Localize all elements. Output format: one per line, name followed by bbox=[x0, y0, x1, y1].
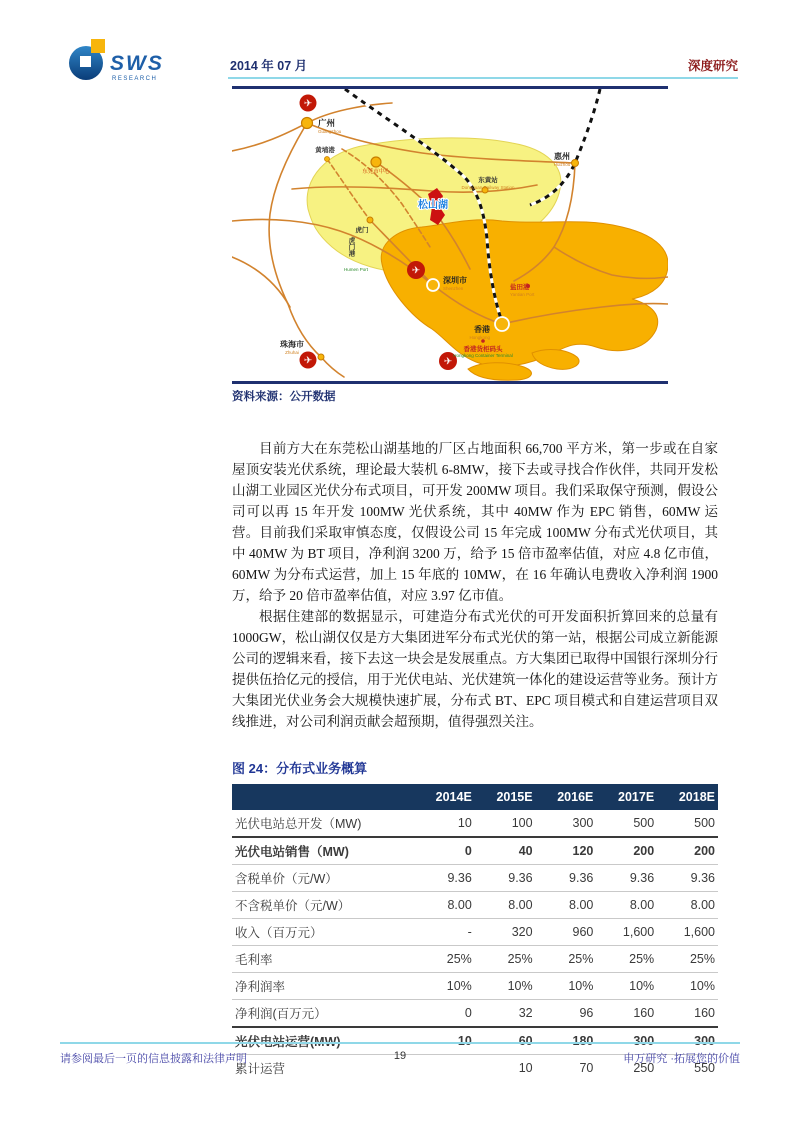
table-cell: 500 bbox=[657, 810, 718, 837]
label-yantian-port: 盐田港 bbox=[510, 284, 530, 291]
source-note: 资料来源：公开数据 bbox=[232, 391, 336, 403]
table-cell: 120 bbox=[536, 837, 597, 865]
label-hongkong: 香港 bbox=[474, 325, 490, 334]
logo-notch bbox=[80, 56, 91, 67]
zhuhai-marker bbox=[318, 354, 324, 360]
table-cell: 10 bbox=[518, 1061, 533, 1075]
row-label: 光伏电站销售（MW) bbox=[232, 837, 414, 865]
table-cell: 9.36 bbox=[414, 865, 475, 892]
label-zhuhai: 珠海市 bbox=[280, 340, 304, 349]
table-cell: 500 bbox=[596, 810, 657, 837]
row-label: 累计运营 bbox=[235, 1062, 286, 1076]
table-cell: 160 bbox=[596, 1000, 657, 1028]
label-dongguan-station: 东黄站 bbox=[478, 177, 498, 184]
table-cell: 0 bbox=[414, 1000, 475, 1028]
table-cell: 9.36 bbox=[596, 865, 657, 892]
shenzhen-marker bbox=[427, 279, 439, 291]
svg-text:✈: ✈ bbox=[303, 355, 313, 367]
guangzhou-airport-icon bbox=[300, 95, 317, 112]
table-cell: 250 bbox=[633, 1061, 655, 1075]
shenzhen-airport-icon bbox=[407, 261, 425, 279]
label-yantian-port-en: Yantian Port bbox=[510, 292, 535, 297]
table-cell: 960 bbox=[536, 919, 597, 946]
header-rule bbox=[228, 77, 738, 79]
table-cell: 25% bbox=[475, 946, 536, 973]
table-cell: 8.00 bbox=[414, 892, 475, 919]
row-label: 含税单价（元/W） bbox=[232, 865, 414, 892]
body-text bbox=[232, 438, 718, 732]
sws-logo bbox=[64, 34, 184, 91]
dongguan-marker bbox=[371, 157, 381, 167]
map-region-east-island bbox=[532, 350, 579, 370]
table-cell: 8.00 bbox=[596, 892, 657, 919]
huizhou-marker bbox=[572, 160, 579, 167]
table-row bbox=[232, 973, 718, 1000]
table-cell: 160 bbox=[657, 1000, 718, 1028]
label-hk-terminal: 香港货柜码头 bbox=[463, 346, 503, 353]
paragraph-2: 根据住建部的数据显示，可建造分布式光伏的可开发面积折算回来的总量有 1000GW，松山湖仅仅是方大集团进军分布式光伏的第一站，根据公司成立新能源公司的逻辑来看，接下去这一块会是发展重点。方大集团已取得中国银行深圳分行提供伍拾亿元的授信，用于光伏电站、光伏建筑一体化的建设运营等业务。预计方大集团光伏业务会大规模快速扩展，分布式 BT、EPC 项目模式和自建运营项目双线推进，对公司利润贡献会超预期，值得强烈关注。 bbox=[232, 609, 718, 729]
table-row bbox=[232, 1000, 718, 1028]
map-figure bbox=[232, 86, 668, 384]
table-cell: 10 bbox=[414, 810, 475, 837]
row-label: 毛利率 bbox=[232, 946, 414, 973]
label-dongguan-center: 东莞市中心 bbox=[362, 169, 390, 175]
label-zhuhai-en: Zhuhai bbox=[285, 350, 299, 355]
table-body bbox=[232, 810, 718, 1081]
table-column-header: 2017E bbox=[596, 784, 657, 810]
label-guangzhou-en: Guangzhou bbox=[318, 129, 342, 134]
zhuhai-airport-icon bbox=[300, 352, 317, 369]
table-row bbox=[232, 919, 718, 946]
map-region-hk-island bbox=[468, 363, 531, 381]
table-cell: 25% bbox=[414, 946, 475, 973]
table-cell: 1,600 bbox=[596, 919, 657, 946]
row-label: 光伏电站运营(MW) bbox=[232, 1027, 414, 1055]
logo-text: SWS bbox=[110, 52, 164, 75]
table-cell: 70 bbox=[579, 1061, 594, 1075]
row-label: 不含税单价（元/W） bbox=[232, 892, 414, 919]
table-cell: 550 bbox=[694, 1061, 715, 1075]
table-column-header: 2015E bbox=[475, 784, 536, 810]
row-label: 收入（百万元） bbox=[232, 919, 414, 946]
guangzhou-marker bbox=[302, 118, 313, 129]
table-cell: 96 bbox=[536, 1000, 597, 1028]
table-row bbox=[232, 892, 718, 919]
label-humen-port-en: Humen Port bbox=[344, 267, 369, 272]
table-cell: 10% bbox=[536, 973, 597, 1000]
table-row bbox=[232, 946, 718, 973]
label-hk-terminal-en: Hongkong Container Terminal bbox=[453, 353, 513, 358]
table-cell: 8.00 bbox=[475, 892, 536, 919]
table-cell: 300 bbox=[596, 1027, 657, 1055]
svg-text:✈: ✈ bbox=[303, 98, 313, 110]
label-huizhou-en: Huizhou bbox=[553, 162, 571, 167]
exhibit-24 bbox=[232, 758, 718, 1081]
label-guangzhou: 广州 bbox=[318, 118, 336, 128]
table-cell: 40 bbox=[475, 837, 536, 865]
label-humen: 虎门 bbox=[355, 227, 369, 234]
label-huizhou: 惠州 bbox=[554, 152, 570, 161]
table-cell: 320 bbox=[475, 919, 536, 946]
table-cell: - bbox=[414, 919, 475, 946]
page-footer bbox=[60, 1042, 740, 1066]
table-cell: 10% bbox=[414, 973, 475, 1000]
table-cell: 25% bbox=[536, 946, 597, 973]
paragraph-1: 目前方大在东莞松山湖基地的厂区占地面积 66,700 平方米，第一步或在自家屋顶安装光伏系统，理论最大装机 6-8MW，接下去或寻找合作伙伴，共同开发松山湖工业园区光伏分布式项目，可开发 200MW 项目。我们采取保守预测，假设公司可以再 15 年开发 100MW 光伏系统，其中 40MW 作为 EPC 销售，60MW 运营。目前我们采取审慎态度，仅假设公司 15 年完成 100MW 分布式光伏项目，其中 40MW 为 BT 项目，净利润 3200 万，给予 15 倍市盈率估值，对应 4.8 亿市值，60MW 为分布式运营，加上 15 年底的 10MW，在 16 年确认电费收入净利润 1900 万，给予 20 倍市盈率估值，对应 3.97 亿市值。 bbox=[232, 441, 718, 603]
table-cell: 8.00 bbox=[657, 892, 718, 919]
table-cell: 9.36 bbox=[536, 865, 597, 892]
svg-text:✈: ✈ bbox=[443, 356, 453, 368]
table-cell: 1,600 bbox=[657, 919, 718, 946]
table-header-row bbox=[232, 784, 718, 810]
table-corner-cell bbox=[232, 784, 414, 810]
table-cell: 10% bbox=[657, 973, 718, 1000]
table-cell: 300 bbox=[536, 810, 597, 837]
logo-subtext: RESEARCH bbox=[112, 76, 158, 82]
table-cell: 60 bbox=[475, 1027, 536, 1055]
label-hongkong-en: Hongkong bbox=[469, 335, 490, 340]
label-songshan-lake: 松山湖 bbox=[418, 200, 448, 211]
label-shenzhen: 深圳市 bbox=[443, 276, 467, 285]
table-row bbox=[232, 865, 718, 892]
humen-marker bbox=[367, 217, 373, 223]
forecast-table bbox=[232, 784, 718, 1081]
table-row bbox=[232, 810, 718, 837]
pearl-river-delta-map bbox=[232, 89, 668, 381]
huangpu-marker bbox=[325, 157, 330, 162]
table-column-header: 2014E bbox=[414, 784, 475, 810]
footer-slogan: 申万研究 ·拓展您的价值 bbox=[623, 1053, 740, 1065]
table-cell: 25% bbox=[596, 946, 657, 973]
table-cell: 32 bbox=[475, 1000, 536, 1028]
label-huangpu-port: 黄埔港 bbox=[315, 147, 335, 154]
table-cell: 8.00 bbox=[536, 892, 597, 919]
table-cell: 10% bbox=[596, 973, 657, 1000]
table-cell: 180 bbox=[536, 1027, 597, 1055]
table-title: 图 24：分布式业务概算 bbox=[232, 761, 368, 776]
hongkong-marker bbox=[495, 317, 509, 331]
table-cell: 300 bbox=[657, 1027, 718, 1055]
report-date: 2014 年 07 月 bbox=[230, 59, 308, 73]
row-label: 光伏电站总开发（MW) bbox=[232, 810, 414, 837]
table-cell: 25% bbox=[657, 946, 718, 973]
label-shenzhen-en: Shenzhen bbox=[443, 286, 464, 291]
logo-square-icon bbox=[91, 39, 105, 53]
table-row bbox=[232, 837, 718, 865]
label-humen-port: 虎门港 bbox=[347, 237, 355, 257]
row-label: 净利润(百万元） bbox=[232, 1000, 414, 1028]
table-cell: 10 bbox=[414, 1027, 475, 1055]
table-cell: 10% bbox=[475, 973, 536, 1000]
table-cell: 200 bbox=[657, 837, 718, 865]
table-cell: 100 bbox=[475, 810, 536, 837]
table-cell: 0 bbox=[414, 837, 475, 865]
report-type: 深度研究 bbox=[687, 59, 738, 73]
svg-text:✈: ✈ bbox=[411, 265, 421, 277]
table-cell: 200 bbox=[596, 837, 657, 865]
footer-page-number: 19 bbox=[393, 1050, 407, 1062]
table-column-header: 2018E bbox=[657, 784, 718, 810]
footer-disclaimer: 请参阅最后一页的信息披露和法律声明 bbox=[60, 1053, 247, 1065]
row-label: 净利润率 bbox=[232, 973, 414, 1000]
table-column-header: 2016E bbox=[536, 784, 597, 810]
table-cell: 9.36 bbox=[657, 865, 718, 892]
label-dongguan-station-en: Dongguan Railway Station bbox=[461, 185, 515, 190]
table-cell: 9.36 bbox=[475, 865, 536, 892]
